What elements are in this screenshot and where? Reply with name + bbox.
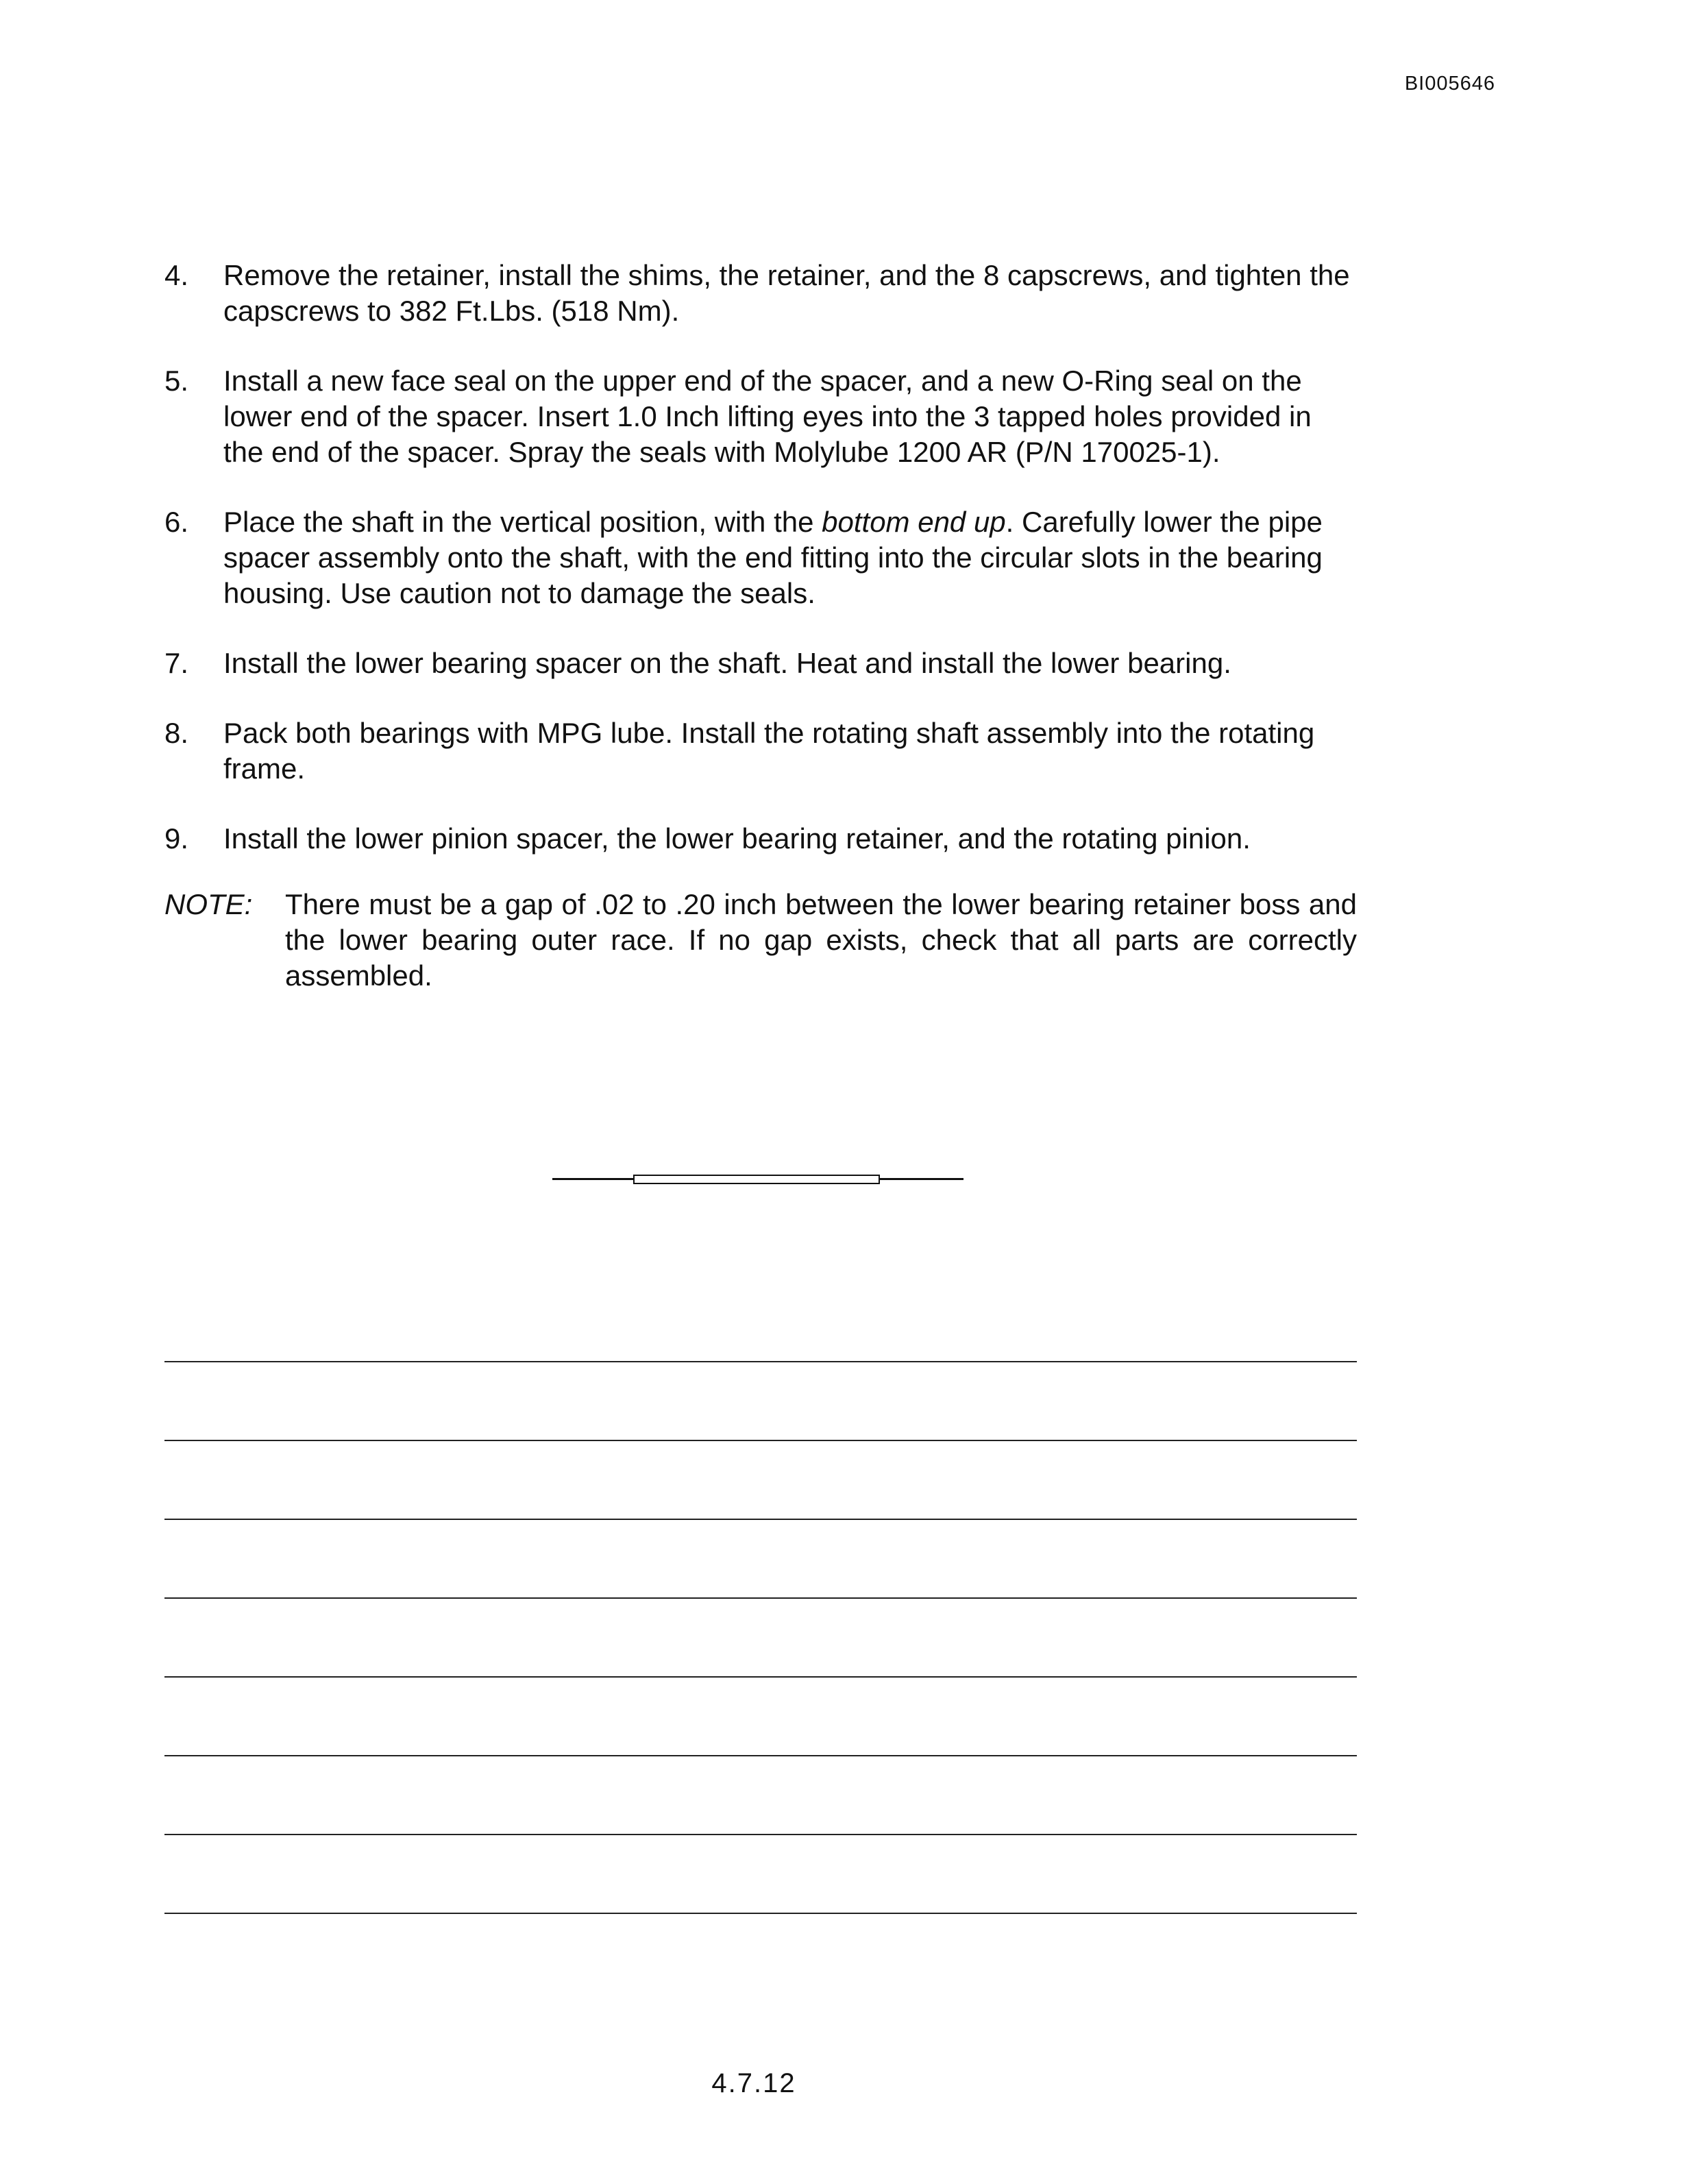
step-text: Install a new face seal on the upper end of the spacer, and a new O-Ring seal on the lower end of the spacer. Insert 1.0 Inch lifting eyes into the 3 tapped holes provided in the end of the spacer. Spray the seals with Molylube 1200 AR (P/N 170025-1). xyxy=(223,365,1312,468)
step-4 xyxy=(164,258,1357,329)
step-text: Remove the retainer, install the shims, the retainer, and the 8 capscrews, and tighten the capscrews to 382 Ft.Lbs. (518 Nm). xyxy=(223,259,1350,327)
ruled-line xyxy=(164,1913,1357,1914)
step-7 xyxy=(164,646,1357,681)
step-number: 7. xyxy=(164,647,189,679)
step-number: 5. xyxy=(164,365,189,397)
step-9 xyxy=(164,821,1357,857)
step-6 xyxy=(164,504,1357,611)
page-number: 4.7.12 xyxy=(711,2068,796,2098)
notes-ruled-lines xyxy=(164,1361,1357,1991)
ruled-line xyxy=(164,1361,1357,1362)
note-label: NOTE: xyxy=(164,888,253,920)
document-id: BI005646 xyxy=(1404,73,1495,95)
step-text-emphasis: bottom end up xyxy=(822,506,1006,538)
step-text-part: . Carefully lower the pipe spacer assembly onto the shaft, with the end fitting into the circular slots in the bearing housing. Use caution not to damage the seals. xyxy=(223,506,1323,609)
step-text: Install the lower bearing spacer on the shaft. Heat and install the lower bearing. xyxy=(223,647,1231,679)
step-text: Pack both bearings with MPG lube. Install the rotating shaft assembly into the rotating frame. xyxy=(223,717,1315,785)
ruled-line xyxy=(164,1834,1357,1835)
step-number: 8. xyxy=(164,717,189,749)
ruled-line xyxy=(164,1519,1357,1520)
step-8 xyxy=(164,715,1357,787)
step-text: Install the lower pinion spacer, the lower bearing retainer, and the rotating pinion. xyxy=(223,822,1251,855)
step-5 xyxy=(164,363,1357,470)
step-text-part: Place the shaft in the vertical position, with the xyxy=(223,506,822,538)
note-text: There must be a gap of .02 to .20 inch between the lower bearing retainer boss and the lower bearing outer race. If no gap exists, check that all parts are correctly assembled. xyxy=(285,888,1357,992)
ruled-line xyxy=(164,1676,1357,1678)
step-number: 4. xyxy=(164,259,189,291)
step-number: 9. xyxy=(164,822,189,855)
note xyxy=(164,887,1357,994)
step-number: 6. xyxy=(164,506,189,538)
ruled-line xyxy=(164,1755,1357,1756)
instruction-steps xyxy=(164,258,1357,994)
ruled-line xyxy=(164,1440,1357,1441)
section-divider xyxy=(552,1173,963,1184)
ruled-line xyxy=(164,1597,1357,1599)
step-text xyxy=(223,504,1357,611)
divider-box xyxy=(633,1175,880,1184)
